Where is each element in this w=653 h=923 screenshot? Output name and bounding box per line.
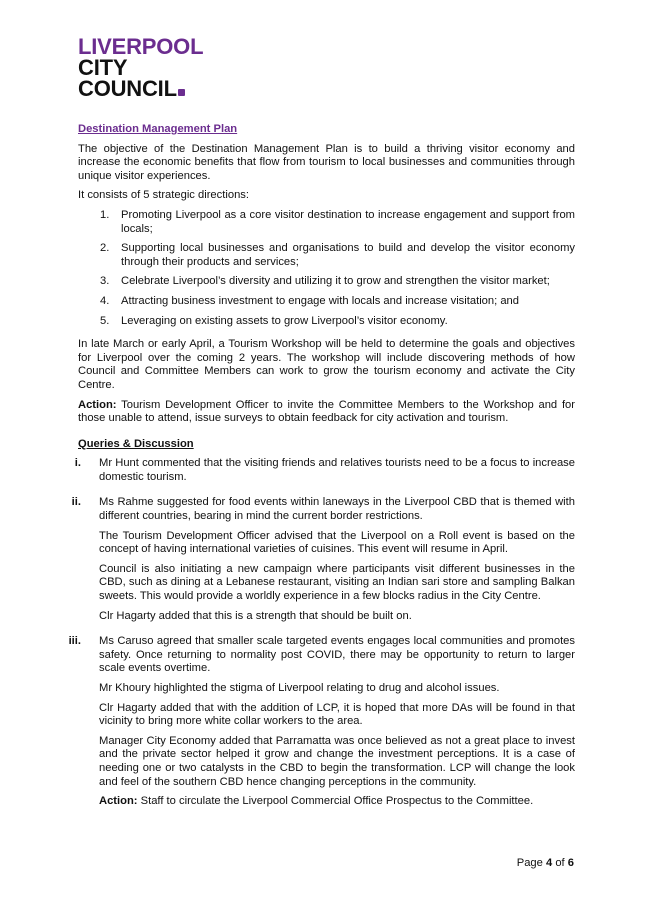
action-label: Action: — [99, 795, 138, 808]
query-item — [74, 457, 575, 484]
action-text: Tourism Development Officer to invite the Committee Members to the Workshop and for those unable to attend, issue surveys to obtain feedback for city activation and tourism. — [78, 398, 575, 425]
list-item — [78, 315, 575, 329]
list-text: Supporting local businesses and organisations to build and develop the visitor economy through their products and services; — [121, 242, 575, 268]
query-paragraph: Mr Hunt commented that the visiting friends and relatives tourists need to be a focus to increase domestic tourism. — [99, 457, 575, 483]
list-text: Promoting Liverpool as a core visitor destination to increase engagement and support from locals; — [121, 208, 575, 235]
list-text: Leveraging on existing assets to grow Liverpool’s visitor economy. — [121, 314, 448, 327]
workshop-paragraph: In late March or early April, a Tourism Workshop will be held to determine the goals and objectives for Liverpool over the coming 2 years. The workshop will include discovering methods of how Council and Committee Members can work to grow the tourism economy and activate the City Centre. — [78, 338, 575, 391]
action-paragraph — [99, 795, 575, 809]
page-number — [517, 857, 574, 869]
council-logo — [78, 36, 203, 99]
intro-paragraph: The objective of the Destination Management Plan is to build a thriving visitor economy and increase the economic benefits that flow from tourism to local businesses and communities through unique visitor experiences. — [78, 142, 575, 182]
logo-line-3 — [78, 78, 203, 99]
action-paragraph — [78, 399, 575, 426]
list-text: Celebrate Liverpool’s diversity and utilizing it to grow and strengthen the visitor market; — [121, 275, 550, 288]
list-item — [78, 295, 575, 309]
query-paragraph: Manager City Economy added that Parramatta was once believed as not a great place to invest and the private sector helped it grow and change the investment perceptions. It is a case of needing one or two catalysts in the CBD to begin the transformation. LCP will change the look and feel of the southern CBD hence changing perceptions in the community. — [99, 734, 575, 788]
action-label: Action: — [78, 398, 117, 411]
current-page: 4 — [545, 857, 553, 869]
of-word: of — [552, 857, 568, 869]
query-paragraph: Clr Hagarty added that with the addition of LCP, it is hoped that more DAs will be found in that vicinity to bring more white collar workers to the area. — [99, 701, 575, 728]
query-number: iii. — [68, 635, 81, 648]
queries-heading: Queries & Discussion — [78, 437, 194, 450]
logo-line-3-text: COUNCIL — [78, 76, 177, 101]
query-paragraph: Ms Rahme suggested for food events within laneways in the Liverpool CBD that is themed with different countries, bearing in mind the current border restrictions. — [99, 496, 575, 523]
list-number: 3. — [100, 275, 110, 288]
list-number: 1. — [100, 208, 110, 221]
query-number: ii. — [71, 496, 81, 509]
query-paragraph: Clr Hagarty added that this is a strength that should be built on. — [99, 609, 412, 622]
query-number: i. — [74, 457, 81, 470]
section-heading: Destination Management Plan — [78, 123, 238, 135]
query-paragraph: Mr Khoury highlighted the stigma of Liverpool relating to drug and alcohol issues. — [99, 682, 500, 694]
list-text: Attracting business investment to engage with locals and increase visitation; and — [121, 294, 520, 307]
query-paragraph: Ms Caruso agreed that smaller scale targeted events engages local communities and promotes safety. Once returning to normality post COVID, there may be opportunity to return to larger scale events overtime. — [99, 635, 575, 675]
query-item — [68, 635, 575, 809]
list-item — [78, 209, 575, 236]
list-number: 4. — [100, 294, 110, 307]
list-item — [78, 242, 575, 269]
page-word: Page — [516, 857, 546, 869]
query-paragraph: Council is also initiating a new campaign where participants visit different businesses in the CBD, such as dining at a Lebanese restaurant, visiting an Indian sari store and sampling Balkan sweets. This would provide a worldly experience in a few blocks radius in the City Centre. — [99, 562, 575, 603]
query-paragraph: The Tourism Development Officer advised that the Liverpool on a Roll event is based on the concept of having international varieties of cuisines. This event will resume in April. — [99, 529, 575, 556]
logo-square-icon — [178, 89, 185, 96]
consists-paragraph: It consists of 5 strategic directions: — [78, 189, 249, 202]
list-item — [78, 275, 575, 289]
action-text: Staff to circulate the Liverpool Commercial Office Prospectus to the Committee. — [137, 795, 534, 808]
total-pages: 6 — [567, 857, 574, 869]
logo-line-2: CITY — [78, 55, 128, 80]
query-item — [71, 496, 575, 623]
document-body — [68, 123, 575, 821]
list-number: 5. — [100, 314, 110, 327]
strategic-directions-list — [78, 209, 575, 328]
list-number: 2. — [100, 242, 110, 255]
logo-line-1: LIVERPOOL — [78, 34, 204, 59]
